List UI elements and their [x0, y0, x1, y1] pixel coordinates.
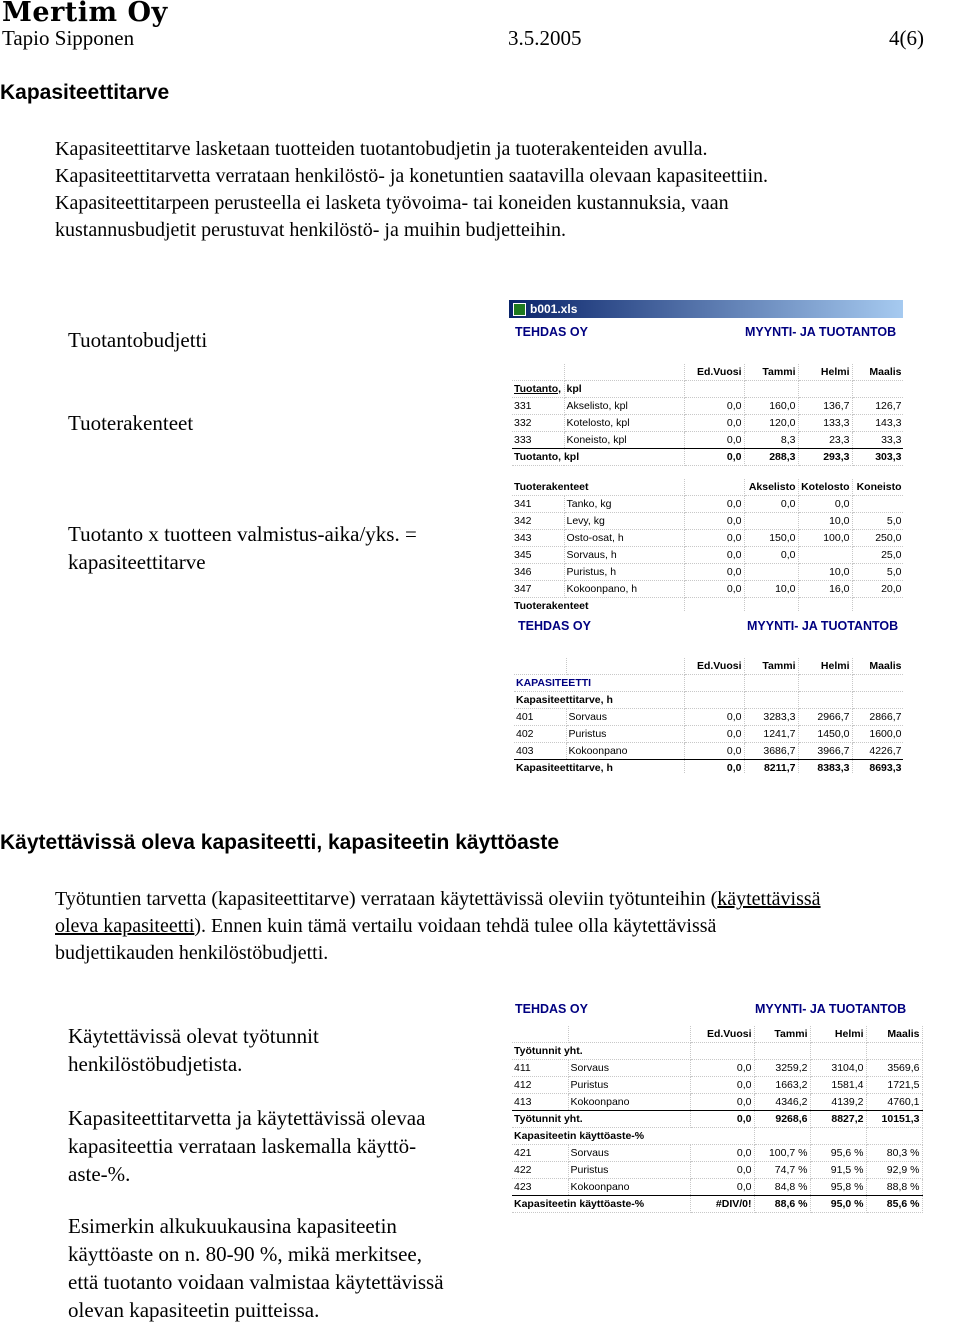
label-utilization-calc [68, 1104, 425, 1188]
table-row [512, 415, 903, 432]
cell: 0,0 [690, 1060, 754, 1077]
label-line: Käytettävissä olevat työtunnit [68, 1024, 319, 1048]
row-name: Tanko, kg [564, 496, 684, 513]
cell: 25,0 [852, 547, 903, 564]
total-label: Tuotanto, kpl [512, 449, 684, 466]
utilization-table [512, 1026, 923, 1213]
capacity-need-table [514, 658, 903, 774]
cell: 88,6 % [754, 1196, 810, 1213]
cell: 250,0 [852, 530, 903, 547]
intro-paragraph [55, 136, 768, 244]
row-code: 332 [512, 415, 564, 432]
cell: 5,0 [852, 513, 903, 530]
row-code: 412 [512, 1077, 568, 1094]
row-code: 346 [512, 564, 564, 581]
table-row [514, 726, 903, 743]
cell: 1241,7 [744, 726, 798, 743]
section-label: Työtunnit yht. [512, 1043, 690, 1060]
cell: 33,3 [852, 432, 903, 449]
column-header: Maalis [866, 1026, 922, 1043]
row-name: Kokoonpano [568, 1179, 690, 1196]
cell: 0,0 [690, 1111, 754, 1128]
cell: 1663,2 [754, 1077, 810, 1094]
column-header: Helmi [810, 1026, 866, 1043]
cell: 1600,0 [852, 726, 903, 743]
cell: 8827,2 [810, 1111, 866, 1128]
cell: 1721,5 [866, 1077, 922, 1094]
row-code: 343 [512, 530, 564, 547]
table-row [512, 1077, 922, 1094]
paragraph-line: budjettikauden henkilöstöbudjetti. [55, 942, 329, 964]
cell: 0,0 [684, 743, 744, 760]
row-name: Sorvaus [568, 1060, 690, 1077]
row-code: 411 [512, 1060, 568, 1077]
total-label: Kapasiteetin käyttöaste-% [512, 1196, 690, 1213]
spreadsheet-titlebar [509, 300, 903, 318]
author-name: Tapio Sipponen [2, 26, 135, 50]
row-name: Akselisto, kpl [564, 398, 684, 415]
cell: 8693,3 [852, 760, 903, 775]
cell: 8,3 [744, 432, 798, 449]
total-label: Kapasiteettitarve, h [514, 760, 684, 775]
row-name: Kokoonpano [566, 743, 684, 760]
row-code: 423 [512, 1179, 568, 1196]
label-available-hours [68, 1022, 319, 1078]
row-name: Puristus [566, 726, 684, 743]
table-row [512, 564, 903, 581]
paragraph-line: Kapasiteettitarve lasketaan tuotteiden tuotantobudjetin ja tuoterakenteiden avulla. [55, 138, 708, 160]
table-section-row [512, 1128, 922, 1145]
cell: 80,3 % [866, 1145, 922, 1162]
section-unit: kpl [564, 381, 684, 398]
cell: 8211,7 [744, 760, 798, 775]
cell [852, 496, 903, 513]
row-name: Kokoonpano [568, 1094, 690, 1111]
paragraph-line: Kapasiteettitarpeen perusteella ei lasketa työvoima- tai koneiden kustannuksia, vaan [55, 192, 729, 214]
column-header: Tammi [744, 658, 798, 675]
row-code: 347 [512, 581, 564, 598]
cell: 0,0 [684, 547, 744, 564]
cell: 2966,7 [798, 709, 852, 726]
row-name: Kokoonpano, h [564, 581, 684, 598]
cell: 5,0 [852, 564, 903, 581]
table-row [514, 743, 903, 760]
cell: 288,3 [744, 449, 798, 466]
column-header: Kotelosto [798, 479, 852, 496]
paragraph-line [55, 886, 960, 913]
table-row [512, 581, 903, 598]
column-header: Maalis [852, 658, 903, 675]
row-name: Osto-osat, h [564, 530, 684, 547]
cell: #DIV/0! [690, 1196, 754, 1213]
label-production-budget: Tuotantobudjetti [68, 328, 208, 352]
cell: 0,0 [684, 415, 744, 432]
table-row [512, 432, 903, 449]
table-row [512, 547, 903, 564]
sheet-company-name: TEHDAS OY [515, 325, 588, 339]
cell: 126,7 [852, 398, 903, 415]
cell: 1581,4 [810, 1077, 866, 1094]
available-capacity-link[interactable]: käytettävissä [717, 888, 821, 910]
cell: 3966,7 [798, 743, 852, 760]
section-label: Tuoterakenteet [512, 479, 684, 496]
cell: 95,6 % [810, 1145, 866, 1162]
table-footer-row [512, 598, 903, 613]
document-date: 3.5.2005 [508, 26, 582, 50]
row-code: 422 [512, 1162, 568, 1179]
table-total-row [512, 449, 903, 466]
column-header: Helmi [798, 658, 852, 675]
spreadsheet-capacity-need [509, 612, 903, 774]
spreadsheet-utilization [509, 993, 923, 1235]
cell: 150,0 [744, 530, 798, 547]
label-line: Esimerkin alkukuukausina kapasiteetin [68, 1214, 397, 1238]
row-name: Koneisto, kpl [564, 432, 684, 449]
cell [798, 547, 852, 564]
cell: 3283,3 [744, 709, 798, 726]
label-example-conclusion [68, 1212, 444, 1324]
cell: 0,0 [690, 1179, 754, 1196]
cell: 0,0 [684, 496, 744, 513]
subsection-label: Kapasiteettitarve, h [514, 692, 684, 709]
column-header: Tammi [754, 1026, 810, 1043]
label-product-structures: Tuoterakenteet [68, 411, 194, 435]
label-capacity-formula [68, 520, 417, 576]
row-code: 345 [512, 547, 564, 564]
row-code: 341 [512, 496, 564, 513]
row-name: Levy, kg [564, 513, 684, 530]
cell: 9268,6 [754, 1111, 810, 1128]
table-row [512, 1060, 922, 1077]
column-header: Koneisto [852, 479, 903, 496]
column-header: Akselisto [744, 479, 798, 496]
column-header: Ed.Vuosi [690, 1026, 754, 1043]
available-capacity-link[interactable]: oleva kapasiteetti [55, 915, 195, 937]
cell: 4139,2 [810, 1094, 866, 1111]
table-header-row [512, 364, 903, 381]
cell: 0,0 [690, 1094, 754, 1111]
sheet-report-title: MYYNTI- JA TUOTANTOB [755, 1002, 907, 1016]
cell: 0,0 [684, 760, 744, 775]
table-subsection-row [514, 692, 903, 709]
excel-file-icon [513, 303, 526, 316]
cell: 160,0 [744, 398, 798, 415]
section-label: Kapasiteetin käyttöaste-% [512, 1128, 754, 1145]
cell: 88,8 % [866, 1179, 922, 1196]
cell: 84,8 % [754, 1179, 810, 1196]
row-code: 413 [512, 1094, 568, 1111]
row-name: Sorvaus [566, 709, 684, 726]
table-row [512, 1162, 922, 1179]
cell: 91,5 % [810, 1162, 866, 1179]
column-header: Helmi [798, 364, 852, 381]
cell: 10,0 [798, 513, 852, 530]
label-line: kapasiteettia verrataan laskemalla käyttö- [68, 1134, 417, 1158]
sheet-report-title: MYYNTI- JA TUOTANTOB [745, 325, 897, 339]
spreadsheet-production-budget [509, 300, 903, 612]
cell: 10,0 [798, 564, 852, 581]
paragraph-line: kustannusbudjetit perustuvat henkilöstö- ja muihin budjetteihin. [55, 219, 567, 241]
cell: 3259,2 [754, 1060, 810, 1077]
cell: 0,0 [684, 581, 744, 598]
cell: 3104,0 [810, 1060, 866, 1077]
sheet-company-name: TEHDAS OY [515, 1002, 588, 1016]
section-title-capacity-need: Kapasiteettitarve [0, 81, 170, 104]
formula-line-1: Tuotanto x tuotteen valmistus-aika/yks. = [68, 522, 417, 546]
paragraph-line: Kapasiteettitarvetta verrataan henkilöstö- ja konetuntien saatavilla olevaan kapasiteettiin. [55, 165, 769, 187]
cell: 23,3 [798, 432, 852, 449]
cell: 8383,3 [798, 760, 852, 775]
row-code: 331 [512, 398, 564, 415]
section-label: Tuoterakenteet [512, 598, 684, 613]
column-header: Ed.Vuosi [684, 658, 744, 675]
table-header-row [512, 479, 903, 496]
cell: 0,0 [690, 1162, 754, 1179]
sheet-report-title: MYYNTI- JA TUOTANTOB [747, 619, 899, 633]
cell: 4760,1 [866, 1094, 922, 1111]
cell: 136,7 [798, 398, 852, 415]
table-row [514, 709, 903, 726]
table-total-row [512, 1196, 922, 1213]
cell: 0,0 [684, 709, 744, 726]
cell: 20,0 [852, 581, 903, 598]
table-row [512, 398, 903, 415]
row-code: 342 [512, 513, 564, 530]
cell: 120,0 [744, 415, 798, 432]
capacity-paragraph [55, 886, 960, 967]
cell: 95,0 % [810, 1196, 866, 1213]
column-header: Ed.Vuosi [684, 364, 744, 381]
cell: 10,0 [744, 581, 798, 598]
cell: 92,9 % [866, 1162, 922, 1179]
cell: 143,3 [852, 415, 903, 432]
total-label: Työtunnit yht. [512, 1111, 690, 1128]
cell: 0,0 [684, 564, 744, 581]
cell: 0,0 [798, 496, 852, 513]
table-header-row [514, 658, 903, 675]
paragraph-text: ). Ennen kuin tämä vertailu voidaan tehdä tulee olla käytettävissä [194, 915, 717, 937]
cell: 0,0 [690, 1145, 754, 1162]
cell: 0,0 [744, 496, 798, 513]
label-line: aste-%. [68, 1162, 131, 1186]
table-section-row [512, 381, 903, 398]
table-section-row [512, 1043, 922, 1060]
cell: 133,3 [798, 415, 852, 432]
cell: 100,0 [798, 530, 852, 547]
table-section-row [514, 675, 903, 692]
page-number: 4(6) [889, 26, 924, 50]
row-name: Kotelosto, kpl [564, 415, 684, 432]
cell: 0,0 [684, 530, 744, 547]
table-row [512, 1179, 922, 1196]
cell: 95,8 % [810, 1179, 866, 1196]
row-name: Puristus [568, 1077, 690, 1094]
table-row [512, 1145, 922, 1162]
table-total-row [512, 1111, 922, 1128]
table-total-row [514, 760, 903, 775]
cell [744, 564, 798, 581]
cell: 16,0 [798, 581, 852, 598]
table-row [512, 496, 903, 513]
paragraph-text: Työtuntien tarvetta (kapasiteettitarve) verrataan käytettävissä oleviin työtunteihin ( [55, 888, 718, 910]
label-line: että tuotanto voidaan valmistaa käytettävissä [68, 1270, 444, 1294]
production-table [512, 364, 903, 466]
cell: 3686,7 [744, 743, 798, 760]
section-label: Tuotanto, [512, 381, 564, 398]
cell: 0,0 [684, 398, 744, 415]
formula-line-2: kapasiteettitarve [68, 550, 206, 574]
cell: 100,7 % [754, 1145, 810, 1162]
product-structure-table [512, 479, 903, 612]
cell: 0,0 [690, 1077, 754, 1094]
cell: 0,0 [684, 513, 744, 530]
label-line: henkilöstöbudjetista. [68, 1052, 243, 1076]
row-name: Puristus, h [564, 564, 684, 581]
paragraph-line [55, 913, 960, 940]
company-logo: Mertim Oy [2, 0, 168, 28]
row-code: 401 [514, 709, 566, 726]
label-line: olevan kapasiteetin puitteissa. [68, 1298, 320, 1322]
cell: 4346,2 [754, 1094, 810, 1111]
label-line: käyttöaste on n. 80-90 %, mikä merkitsee, [68, 1242, 422, 1266]
cell: 85,6 % [866, 1196, 922, 1213]
row-name: Sorvaus [568, 1145, 690, 1162]
cell: 3569,6 [866, 1060, 922, 1077]
cell: 0,0 [744, 547, 798, 564]
column-header: Maalis [852, 364, 903, 381]
table-header-row [512, 1026, 922, 1043]
spreadsheet-filename: b001.xls [530, 302, 578, 316]
label-line: Kapasiteettitarvetta ja käytettävissä olevaa [68, 1106, 426, 1130]
cell: 2866,7 [852, 709, 903, 726]
sheet-company-name: TEHDAS OY [518, 619, 591, 633]
table-row [512, 513, 903, 530]
row-code: 403 [514, 743, 566, 760]
row-code: 402 [514, 726, 566, 743]
cell: 0,0 [684, 726, 744, 743]
section-title-available-capacity: Käytettävissä oleva kapasiteetti, kapasiteetin käyttöaste [0, 831, 560, 854]
cell: 293,3 [798, 449, 852, 466]
cell: 303,3 [852, 449, 903, 466]
row-code: 421 [512, 1145, 568, 1162]
section-label: KAPASITEETTI [514, 675, 684, 692]
row-name: Sorvaus, h [564, 547, 684, 564]
table-row [512, 530, 903, 547]
row-name: Puristus [568, 1162, 690, 1179]
row-code: 333 [512, 432, 564, 449]
cell: 0,0 [684, 449, 744, 466]
cell: 1450,0 [798, 726, 852, 743]
table-row [512, 1094, 922, 1111]
cell [744, 513, 798, 530]
cell: 0,0 [684, 432, 744, 449]
cell: 74,7 % [754, 1162, 810, 1179]
column-header: Tammi [744, 364, 798, 381]
cell: 4226,7 [852, 743, 903, 760]
cell: 10151,3 [866, 1111, 922, 1128]
